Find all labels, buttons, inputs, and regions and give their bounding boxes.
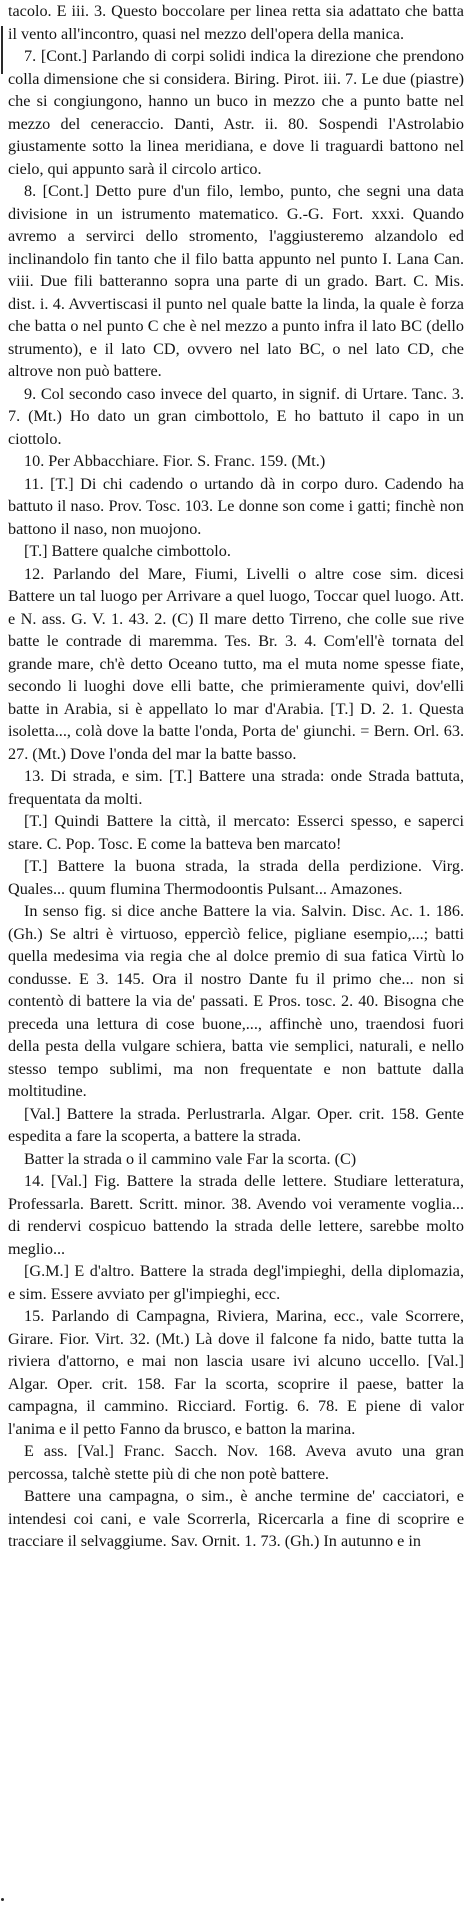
sense-13-subentry-fig-via: In senso fig. si dice anche Battere la via. Salvin. Disc. Ac. 1. 186. (Gh.) Se altri è virtuoso, eppercìò felice, pigliane esempio,...; batti quella medesima via regia che al dolce premio di sua fatica Virtù lo condusse. E 3. 145. Ora il nostro Dante fu il primo che... non si contentò di battere la via de' passati. E Pros. tosc. 2. 40. Bisogna che preceda una lettura di cose buone,..., affinchè uno, traendosi fuori della pesta della vulgare schiera, batta vie semplici, naturali, e nello stesso tempo sublimi, ma non frequentate e non battute dalla moltitudine. <box>8 902 464 1100</box>
sense-12: 12. Parlando del Mare, Fiumi, Livelli o altre cose sim. dicesi Battere un tal luogo per Arrivare a quel luogo, Toccar quel luogo. Att. e N. ass. G. V. 1. 43. 2. (C) Il mare detto Tirreno, che colle sue rive batte le contrade di maremma. Tes. Br. 3. 4. Com'ell'è tornata del grande mare, ch'è detto Oceano tutto, ma el muta nome spesse fiate, secondo li luoghi dove elli batte, che primieramente quivi, dov'elli batte in Arabia, si è appellato lo mar d'Arabia. [T.] D. 2. 1. Questa isoletta..., colà dove la batte l'onda, Porta de' giunchi. = Bern. Orl. 63. 27. (Mt.) Dove l'onda del mar la batte basso. <box>8 564 464 763</box>
sense-11: 11. [T.] Di chi cadendo o urtando dà in corpo duro. Cadendo ha battuto il naso. Prov. Tosc. 103. Le donne son come i gatti; finchè non battono il naso, non muojono. <box>8 474 464 538</box>
sense-10: 10. Per Abbacchiare. Fior. S. Franc. 159. (Mt.) <box>24 452 326 470</box>
sense-14: 14. [Val.] Fig. Battere la strada delle lettere. Studiare letteratura, Professarla. Barett. Scritt. minor. 38. Avendo voi veramente voglia... di rendervi cospicuo battendo la strada delle lettere, sarebbe molto meglio... <box>8 1172 464 1258</box>
sense-15-subentry-campagna: Battere una campagna, o sim., è anche termine de' cacciatori, e intendesi coi cani, e vale Scorrerla, Ricercarla a fine di scoprire e tracciare il selvaggiume. Sav. Ornit. 1. 73. (Gh.) In autunno e in <box>8 1487 464 1550</box>
sense-13: 13. Di strada, e sim. [T.] Battere una strada: onde Strada battuta, frequentata da molti. <box>8 767 464 808</box>
sense-7: 7. [Cont.] Parlando di corpi solidi indica la direzione che prendono colla dimensione che si considera. Biring. Pirot. iii. 7. Le due (piastre) che si congiungono, hanno un buco in mezzo che a punto batte nel mezzo del ceneraccio. Danti, Astr. ii. 80. Sospendi l'Astrolabio giustamente sotto la linea meridiana, e dove li traguardi battono nel cielo, qui appunto sarà il circolo artico. <box>8 47 464 178</box>
sense-13-subentry-citta: [T.] Quindi Battere la città, il mercato: Esserci spesso, e saperci stare. C. Pop. Tosc. E come la batteva ben marcato! <box>8 812 464 853</box>
sense-13-subentry-scorta: Batter la strada o il cammino vale Far la scorta. (C) <box>24 1149 357 1168</box>
sense-11-subentry: [T.] Battere qualche cimbottolo. <box>24 542 231 560</box>
margin-dot <box>1 1898 4 1901</box>
sense-9: 9. Col secondo caso invece del quarto, in signif. di Urtare. Tanc. 3. 7. (Mt.) Ho dato un gran cimbottolo, E ho battuto il capo in un ciottolo. <box>8 384 464 448</box>
sense-8: 8. [Cont.] Detto pure d'un filo, lembo, punto, che segni una data divisione in un istrumento matematico. G.-G. Fort. xxxi. Quando avremo a servirci dello stromento, l'aggiusteremo alzandolo ed inclinandolo fin tanto che il filo batta appunto nel punto I. Lana Can. viii. Due fili batteranno sopra una parte di un grado. Bart. C. Mis. dist. i. 4. Avvertiscasi il punto nel quale batte la linda, la quale è forza che batta o nel punto C che è nel mezzo a punto infra il lato BC (dello strumento), e il lato CD, ovvero nel lato BC, o nel lato CD, che altrove non può battere. <box>8 182 464 380</box>
margin-mark <box>1 26 3 74</box>
sense-15: 15. Parlando di Campagna, Riviera, Marina, ecc., vale Scorrere, Girare. Fior. Virt. 32. (Mt.) Là dove il falcone fa nido, batte tutta la riviera d'attorno, e mai non lascia usare ivi alcuno uccello. [Val.] Algar. Oper. crit. 158. Far la scorta, scoprire il paese, batter la campagna, il cammino. Ricciard. Fortig. 6. 78. E piene di valor l'anima e il petto Fanno da brusco, e batton la marina. <box>8 1307 464 1438</box>
sense-14-subentry-impieghi: [G.M.] E d'altro. Battere la strada degl'impieghi, della diplomazia, e sim. Essere avviato per gl'impieghi, ecc. <box>8 1262 464 1303</box>
sense-15-subentry-ass: E ass. [Val.] Franc. Sacch. Nov. 168. Aveva avuto una gran percossa, talchè stette più di che non potè battere. <box>8 1442 464 1483</box>
sense-13-subentry-buona-strada: [T.] Battere la buona strada, la strada della perdizione. Virg. Quales... quum flumina Thermodoontis Pulsant... Amazones. <box>8 857 464 898</box>
paragraph-continuation: tacolo. E iii. 3. Questo boccolare per linea retta sia adattato che batta il vento all'incontro, quasi nel mezzo dell'opera della manica. <box>8 2 464 43</box>
dictionary-page <box>8 0 464 1553</box>
sense-13-subentry-perlustrare: [Val.] Battere la strada. Perlustrarla. Algar. Oper. crit. 158. Gente espedita a fare la scoperta, a battere la strada. <box>8 1104 464 1145</box>
